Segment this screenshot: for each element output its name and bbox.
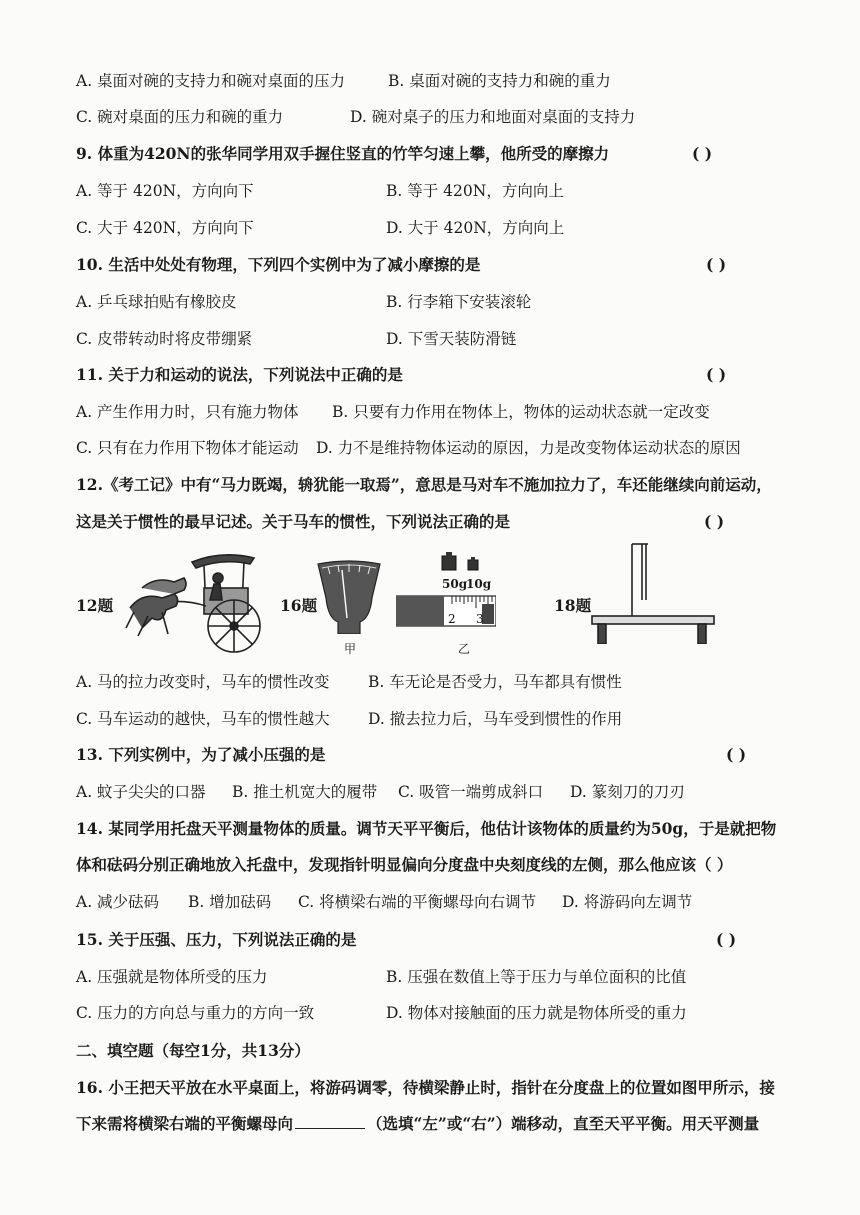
- scale-mark-2: 2: [448, 612, 456, 626]
- q8-option-a[interactable]: A. 桌面对碗的支持力和碗对桌面的压力: [76, 72, 346, 90]
- section-2-heading: [76, 1040, 796, 1062]
- q10-option-b[interactable]: B. 行李箱下安装滚轮: [386, 293, 532, 311]
- q14-text-1: 14. 某同学用托盘天平测量物体的质量。调节天平平衡后，他估计该物体的质量约为50g，于是就把物: [76, 819, 777, 838]
- q10-option-a[interactable]: A. 乒乓球拍贴有橡胶皮: [76, 293, 237, 311]
- q15-option-a[interactable]: A. 压强就是物体所受的压力: [76, 968, 268, 986]
- q12-stem-line1: [76, 474, 796, 496]
- q8-option-c[interactable]: C. 碗对桌面的压力和碗的重力: [76, 108, 284, 126]
- q13-answer-paren[interactable]: ( ): [726, 745, 747, 764]
- q10-answer-paren[interactable]: ( ): [706, 255, 727, 274]
- q8-option-b[interactable]: B. 桌面对碗的支持力和碗的重力: [388, 72, 611, 90]
- scale-mark-3: 3: [476, 612, 484, 626]
- q11-option-d[interactable]: D. 力不是维持物体运动的原因，力是改变物体运动状态的原因: [316, 439, 741, 457]
- q12-text-1: 12.《考工记》中有“马力既竭，辀犹能一取焉”，意思是马对车不施加拉力了，车还能继续向前运动，: [76, 475, 772, 494]
- fig16-label: 16题: [280, 596, 318, 615]
- q12-option-b[interactable]: B. 车无论是否受力，马车都具有惯性: [368, 673, 622, 691]
- fig16-jia-label: 甲: [344, 642, 357, 656]
- q16-stem-line1: [76, 1077, 796, 1099]
- q14-option-a[interactable]: A. 减少砝码: [76, 893, 160, 911]
- q9-option-c[interactable]: C. 大于 420N，方向向下: [76, 219, 254, 237]
- q14-option-b[interactable]: B. 增加砝码: [188, 893, 272, 911]
- q12-option-c[interactable]: C. 马车运动的越快，马车的惯性越大: [76, 710, 330, 728]
- q13-stem: [76, 744, 796, 766]
- weight-10g-label: 10g: [466, 577, 492, 591]
- q12-answer-paren[interactable]: ( ): [704, 512, 725, 531]
- q15-option-d[interactable]: D. 物体对接触面的压力就是物体所受的重力: [386, 1004, 687, 1022]
- q12-text-2: 这是关于惯性的最早记述。关于马车的惯性，下列说法正确的是: [76, 512, 511, 531]
- q16-stem-line2: [76, 1113, 796, 1135]
- q11-option-a[interactable]: A. 产生作用力时，只有施力物体: [76, 403, 299, 421]
- q10-stem: [76, 254, 796, 276]
- q15-stem: [76, 929, 796, 951]
- weight-50g-label: 50g: [442, 577, 468, 591]
- q9-option-b[interactable]: B. 等于 420N，方向向上: [386, 182, 564, 200]
- q12-option-d[interactable]: D. 撤去拉力后，马车受到惯性的作用: [368, 710, 623, 728]
- q9-option-d[interactable]: D. 大于 420N，方向向上: [386, 219, 565, 237]
- q13-text: 13. 下列实例中，为了减小压强的是: [76, 745, 326, 764]
- q13-option-a[interactable]: A. 蚊子尖尖的口器: [76, 783, 206, 801]
- q16-text-2-pre: 下来需将横梁右端的平衡螺母向: [76, 1114, 294, 1133]
- q11-option-c[interactable]: C. 只有在力作用下物体才能运动: [76, 439, 299, 457]
- q15-option-c[interactable]: C. 压力的方向总与重力的方向一致: [76, 1004, 315, 1022]
- q16-text-1: 16. 小王把天平放在水平桌面上，将游码调零，待横梁静止时，指针在分度盘上的位置如图甲所示，接: [76, 1078, 775, 1097]
- q9-text: 9. 体重为420N的张华同学用双手握住竖直的竹竿匀速上攀，他所受的摩擦力: [76, 144, 610, 163]
- q13-option-d[interactable]: D. 篆刻刀的刀刃: [570, 783, 685, 801]
- balance-dial-figure: [314, 558, 384, 634]
- q15-text: 15. 关于压强、压力，下列说法正确的是: [76, 930, 357, 949]
- section-2-title: 二、填空题（每空1分，共13分）: [76, 1041, 310, 1060]
- q14-option-d[interactable]: D. 将游码向左调节: [562, 893, 693, 911]
- q9-option-a[interactable]: A. 等于 420N，方向向下: [76, 182, 254, 200]
- q9-answer-paren[interactable]: ( ): [692, 144, 713, 163]
- q14-option-c[interactable]: C. 将横梁右端的平衡螺母向右调节: [298, 893, 537, 911]
- q15-option-b[interactable]: B. 压强在数值上等于压力与单位面积的比值: [386, 968, 687, 986]
- fig16-yi-label: 乙: [458, 642, 471, 656]
- q10-option-c[interactable]: C. 皮带转动时将皮带绷紧: [76, 330, 253, 348]
- q10-text: 10. 生活中处处有物理，下列四个实例中为了减小摩擦的是: [76, 255, 481, 274]
- q11-answer-paren[interactable]: ( ): [706, 365, 727, 384]
- q11-stem: [76, 364, 796, 386]
- table-stand-figure: [590, 540, 716, 644]
- q16-blank-input[interactable]: [295, 1114, 365, 1129]
- q14-stem-line1: [76, 818, 796, 840]
- q12-stem-line2: [76, 511, 796, 533]
- q8-option-d[interactable]: D. 碗对桌子的压力和地面对桌面的支持力: [350, 108, 636, 126]
- fig12-label: 12题: [76, 596, 114, 615]
- q11-text: 11. 关于力和运动的说法，下列说法中正确的是: [76, 365, 403, 384]
- q10-option-d[interactable]: D. 下雪天装防滑链: [386, 330, 517, 348]
- q13-option-c[interactable]: C. 吸管一端剪成斜口: [398, 783, 544, 801]
- q11-option-b[interactable]: B. 只要有力作用在物体上，物体的运动状态就一定改变: [332, 403, 710, 421]
- q13-option-b[interactable]: B. 推土机宽大的履带: [232, 783, 378, 801]
- q12-option-a[interactable]: A. 马的拉力改变时，马车的惯性改变: [76, 673, 330, 691]
- fig18-label: 18题: [554, 596, 592, 615]
- q14-stem-line2: [76, 854, 796, 876]
- q9-stem: [76, 143, 796, 165]
- horse-carriage-figure: [122, 548, 270, 656]
- q16-text-2-post: （选填“左”或“右”）端移动，直至天平平衡。用天平测量: [367, 1114, 760, 1133]
- q14-text-2: 体和砝码分别正确地放入托盘中，发现指针明显偏向分度盘中央刻度线的左侧，那么他应该（ ）: [76, 855, 733, 874]
- q15-answer-paren[interactable]: ( ): [716, 930, 737, 949]
